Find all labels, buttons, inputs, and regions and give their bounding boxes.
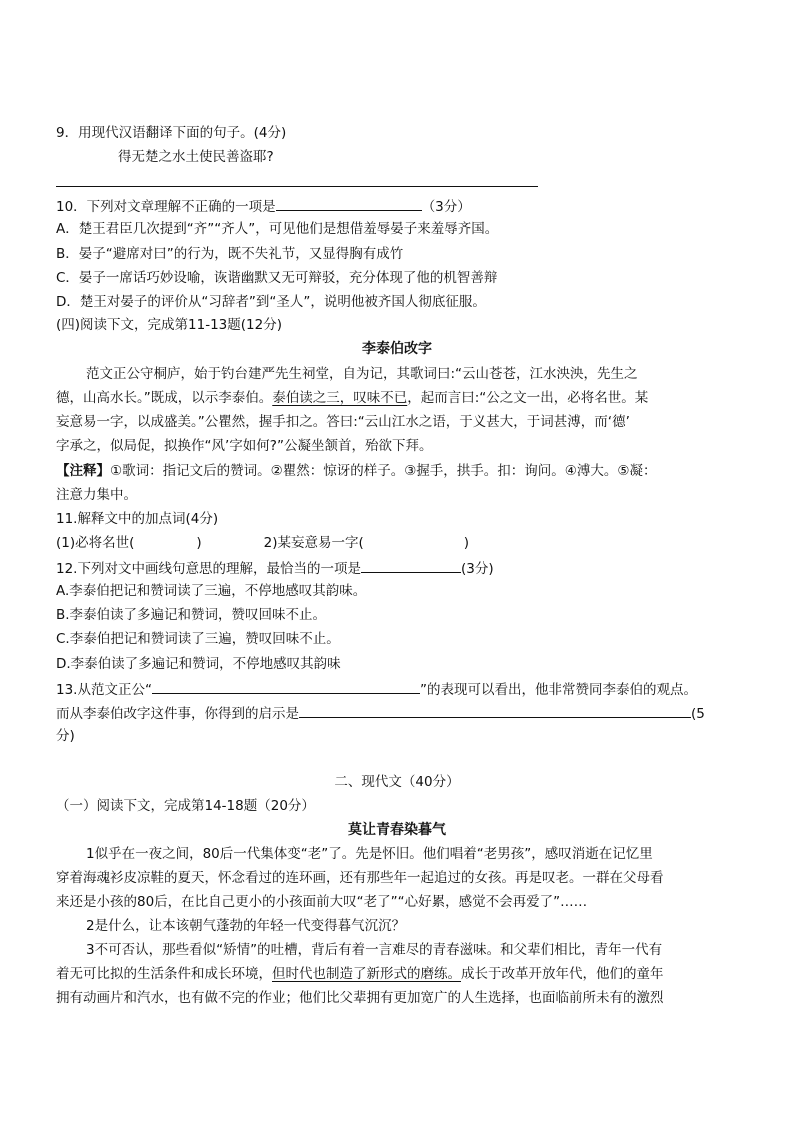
- q10-points: （3分）: [421, 199, 471, 215]
- q13-line-1: [56, 678, 697, 700]
- article-p1-line1: 1似乎在一夜之间，80后一代集体变“老”了。先是怀旧。他们唱着“老男孩”，感叹消逝在记忆里: [86, 846, 653, 862]
- q12-points: (3分): [460, 561, 494, 577]
- passage-line-2: [56, 388, 648, 408]
- q13-blank-1[interactable]: [152, 678, 420, 694]
- q9-answer-line: [56, 186, 538, 187]
- q12-answer-blank[interactable]: [361, 557, 461, 573]
- q9-sentence: 得无楚之水土使民善盗耶?: [118, 149, 274, 165]
- q11-item2-close: ): [463, 535, 470, 551]
- underlined-sentence: 泰伯读之三，叹味不已: [272, 390, 408, 406]
- q12-option-a: A.李泰伯把记和赞词读了三遍，不停地感叹其韵味。: [56, 583, 367, 599]
- annotation-line-2: 注意力集中。: [56, 487, 137, 503]
- passage-line-4: 字承之，似局促，拟换作“风’字如何?”公凝坐颔首，殆欲下拜。: [56, 438, 433, 454]
- q9-stem: 9．用现代汉语翻译下面的句子。(4分): [56, 125, 287, 141]
- section2-title: 莫让青春染暮气: [348, 822, 446, 838]
- q13-line1-end: ”的表现可以看出，他非常赞同李泰伯的观点。: [419, 682, 697, 698]
- article-p1-line2: 穿着海魂衫皮凉鞋的夏天，怀念看过的连环画，还有那些年一起追过的女孩。再是叹老。一群在父母看: [56, 870, 664, 886]
- passage-line-2-start: 德，山高水长。”既成，以示李泰伯。: [56, 390, 273, 406]
- q11-item2-open: 2)某妄意易一字(: [263, 535, 364, 551]
- q13-blank-2[interactable]: [299, 702, 691, 718]
- annotation-label: 【注释】: [56, 463, 110, 479]
- q13-line-3: 分): [56, 728, 75, 744]
- q13-line1-start: 13.从范文正公“: [56, 682, 152, 698]
- q10-option-d: D．楚王对晏子的评价从“习辞者”到“圣人”，说明他被齐国人彻底征服。: [56, 294, 486, 310]
- q10-option-a: A．楚王君臣几次提到“齐”“齐人”，可见他们是想借羞辱晏子来羞辱齐国。: [56, 221, 499, 237]
- article-p3-line3: 拥有动画片和汽水，也有做不完的作业；他们比父辈拥有更加宽广的人生选择，也面临前所未有的激烈: [56, 990, 664, 1006]
- article-underlined-sentence: 但时代也制造了新形式的磨练。: [272, 966, 461, 982]
- section2-subheading: （一）阅读下文，完成第14-18题（20分）: [56, 798, 315, 814]
- annotation-line-1: [56, 461, 657, 481]
- q10-stem: [56, 195, 471, 217]
- q13-line2-points: (5: [691, 706, 705, 722]
- q10-stem-text: 10．下列对文章理解不正确的一项是: [56, 199, 276, 215]
- q12-stem-text: 12.下列对文中画线句意思的理解，最恰当的一项是: [56, 561, 361, 577]
- q13-line2-start: 而从李泰伯改字这件事，你得到的启示是: [56, 706, 299, 722]
- q12-stem: [56, 557, 494, 579]
- part4-title: 李泰伯改字: [362, 341, 432, 357]
- passage-line-1: 范文正公守桐庐，始于钓台建严先生祠堂，自为记，其歌词曰:“云山苍苍，江水泱泱，先生之: [86, 366, 638, 382]
- q10-answer-blank[interactable]: [276, 195, 422, 211]
- passage-line-3: 妄意易一字，以成盛美。”公瞿然，握手扣之。答曰:“云山江水之语，于义甚大，于词甚溥，而‘德’: [56, 414, 630, 430]
- q11-item1-open: (1)必将名世(: [56, 535, 135, 551]
- article-p3-line2: [56, 964, 664, 984]
- q10-option-b: B．晏子“避席对曰”的行为，既不失礼节，又显得胸有成竹: [56, 246, 404, 262]
- q12-option-c: C.李泰伯把记和赞词读了三遍，赞叹回味不止。: [56, 631, 340, 647]
- article-p3-line2-end: 成长于改革开放年代，他们的童年: [461, 966, 664, 982]
- q12-option-b: B.李泰伯读了多遍记和赞词，赞叹回味不止。: [56, 607, 327, 623]
- passage-line-2-end: ，起而言曰:“公之文一出，必将名世。某: [407, 390, 649, 406]
- article-p1-line3: 来还是小孩的80后，在比自己更小的小孩面前大叹“老了”“心好累，感觉不会再爱了”……: [56, 894, 588, 910]
- q10-option-c: C．晏子一席话巧妙设喻，诙谐幽默又无可辩驳，充分体现了他的机智善辩: [56, 270, 498, 286]
- q11-stem: 11.解释文中的加点词(4分): [56, 511, 219, 527]
- article-p3-line1: 3不可否认，那些看似“矫情”的吐槽，背后有着一言难尽的青春滋味。和父辈们相比，青年一代有: [86, 942, 663, 958]
- q12-option-d: D.李泰伯读了多遍记和赞词，不停地感叹其韵味: [56, 656, 341, 672]
- q13-line-2: [56, 702, 705, 724]
- article-p2: 2是什么，让本该朝气蓬勃的年轻一代变得暮气沉沉？: [86, 918, 406, 934]
- part4-heading: (四)阅读下文，完成第11-13题(12分): [56, 317, 282, 333]
- q11-item1-close: ): [196, 535, 202, 551]
- article-p3-line2-start: 着无可比拟的生活条件和成长环境，: [56, 966, 272, 982]
- annotation-text: ①歌词：指记文后的赞词。②瞿然：惊讶的样子。③握手，拱手。扣：询问。④溥大。⑤凝：: [110, 463, 657, 479]
- section2-heading: 二、现代文（40分）: [334, 774, 460, 790]
- q11-items: [56, 533, 469, 553]
